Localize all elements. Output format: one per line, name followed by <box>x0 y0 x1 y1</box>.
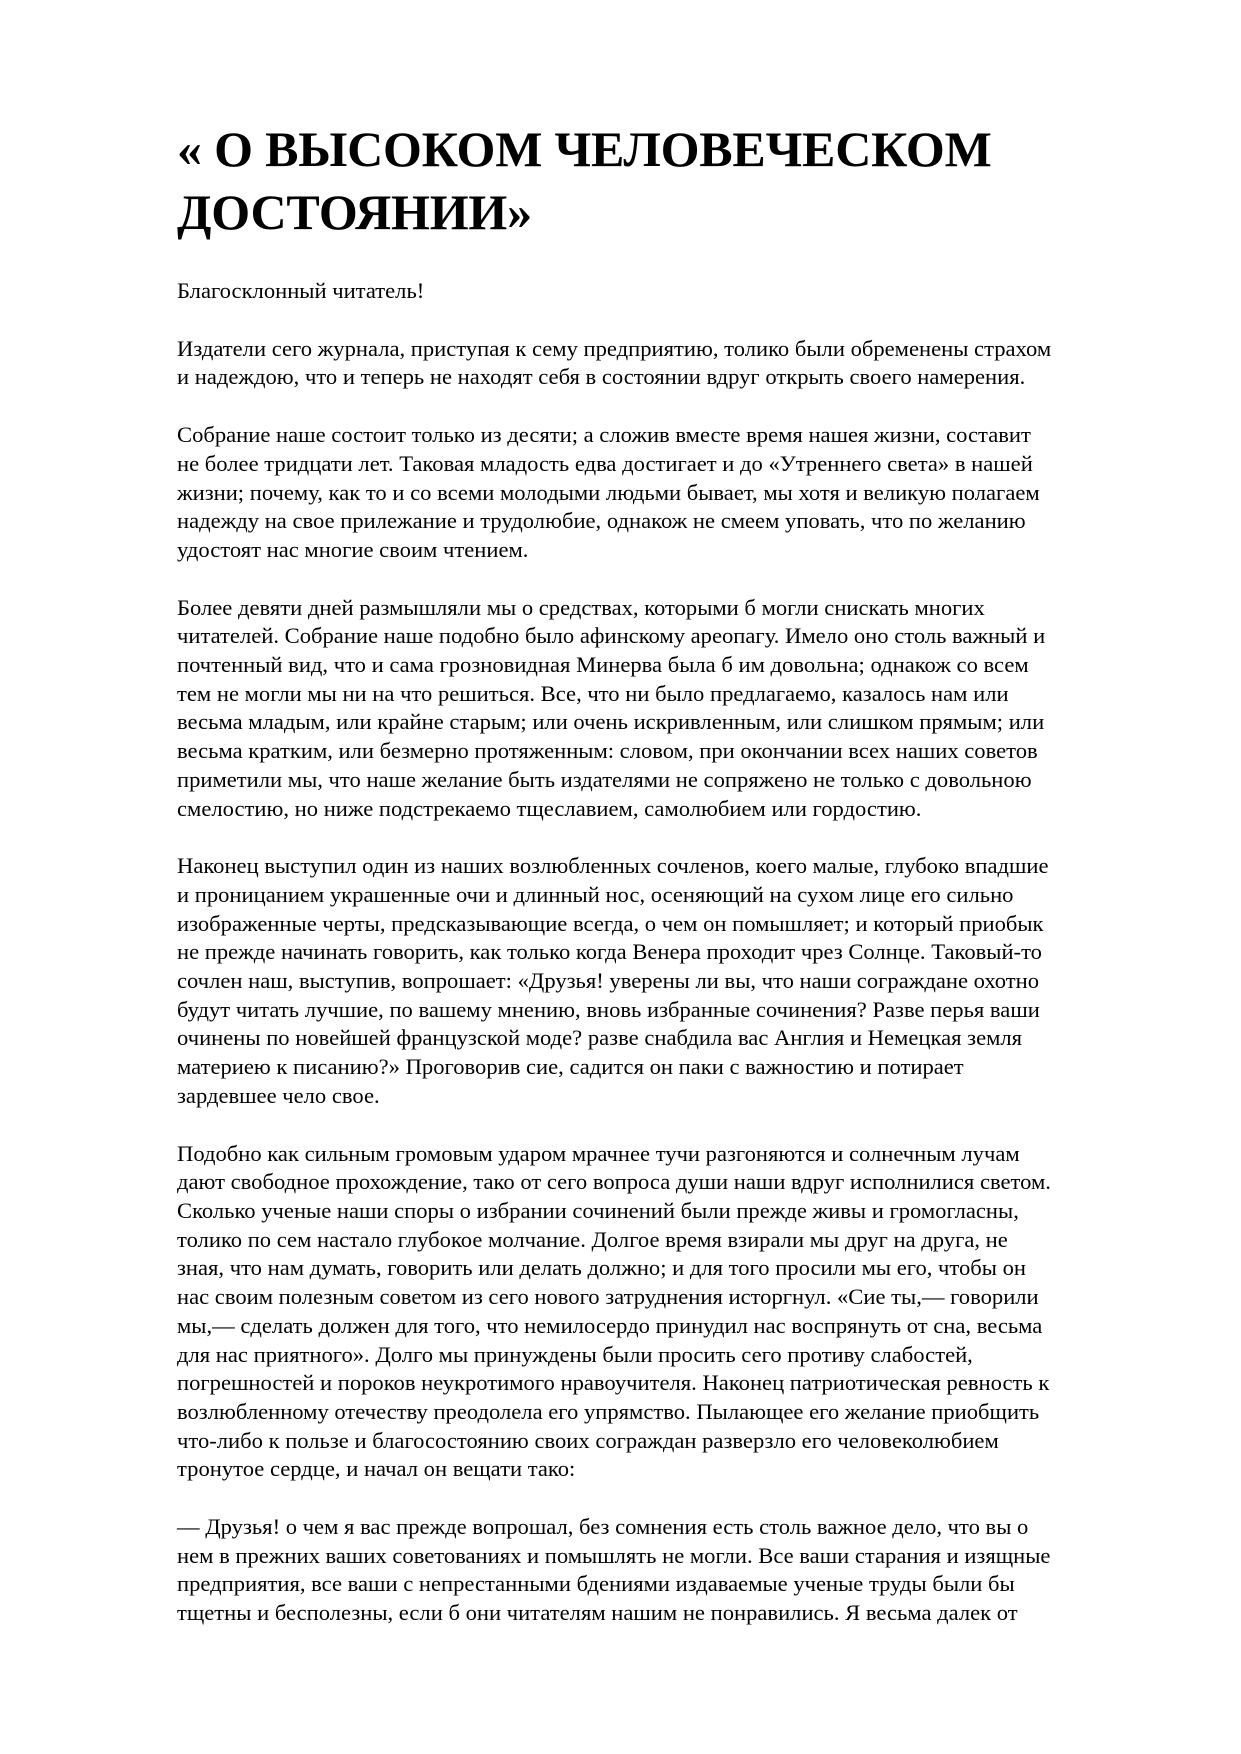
text-line: дают свободное прохождение, тако от сего вопроса души наши вдруг исполнилися светом. <box>177 1169 1051 1195</box>
text-line: Издатели сего журнала, приступая к сему предприятию, толико были обременены страхом <box>177 335 1052 361</box>
text-line: будут читать лучшие, по вашему мнению, вновь избранные сочинения? Разве перья ваши <box>177 996 1040 1022</box>
text-line: материею к писанию?» Проговорив сие, садится он паки с важностию и потирает <box>177 1054 964 1080</box>
text-line: читателей. Собрание наше подобно было афинскому ареопагу. Имело оно столь важный и <box>177 623 1046 649</box>
title-line: ДОСТОЯНИИ» <box>177 184 532 240</box>
text-line: для нас приятного». Долго мы принуждены были просить сего противу слабостей, <box>177 1341 973 1367</box>
text-line: Собрание наше состоит только из десяти; а сложив вместе время нашея жизни, составит <box>177 422 1031 448</box>
document-page <box>177 118 1152 1657</box>
page-title <box>177 118 1152 244</box>
text-line: Более девяти дней размышляли мы о средствах, которыми б могли снискать многих <box>177 594 985 620</box>
text-line: не прежде начинать говорить, как только когда Венера проходит чрез Солнце. Таковый-то <box>177 939 1042 965</box>
text-line: — Друзья! о чем я вас прежде вопрошал, без сомнения есть столь важное дело, что вы о <box>177 1514 1029 1540</box>
text-line: изображенные черты, предсказывающие всегда, о чем он помышляет; и который приобык <box>177 910 1044 936</box>
text-line: удостоят нас многие своим чтением. <box>177 536 529 562</box>
text-line: погрешностей и пороков неукротимого нравоучителя. Наконец патриотическая ревность к <box>177 1370 1050 1396</box>
text-line: Подобно как сильным громовым ударом мрачнее тучи разгоняются и солнечным лучам <box>177 1140 1020 1166</box>
text-line: смелостию, но ниже подстрекаемо тщеславием, самолюбием или гордостию. <box>177 795 922 821</box>
text-line: очинены по новейшей французской моде? разве снабдила вас Англия и Немецкая земля <box>177 1025 1023 1051</box>
text-line: и надеждою, что и теперь не находят себя в состоянии вдруг открыть своего намерения. <box>177 364 1026 390</box>
title-line: « О ВЫСОКОМ ЧЕЛОВЕЧЕСКОМ <box>177 121 992 177</box>
text-line: Сколько ученые наши споры о избрании сочинений были прежде живы и громогласны, <box>177 1197 1019 1223</box>
body-text <box>177 277 1152 1628</box>
text-line: нем в прежних ваших советованиях и помышлять не могли. Все ваши старания и изящные <box>177 1542 1051 1568</box>
text-line: тщетны и бесполезны, если б они читателям нашим не понравились. Я весьма далек от <box>177 1600 1018 1626</box>
text-line: весьма кратким, или безмерно протяженным: словом, при окончании всех наших советов <box>177 738 1038 764</box>
text-line: весьма младым, или крайне старым; или очень искривленным, или слишком прямым; или <box>177 709 1045 735</box>
text-line: мы,— сделать должен для того, что немилосердо принудил нас воспрянуть от сна, весьма <box>177 1312 1043 1338</box>
text-line: возлюбленному отечеству преодолела его упрямство. Пылающее его желание приобщить <box>177 1398 1040 1424</box>
text-line: приметили мы, что наше желание быть издателями не сопряжено не только с довольною <box>177 766 1032 792</box>
text-line: сочлен наш, выступив, вопрошает: «Друзья! уверены ли вы, что наши сограждане охотно <box>177 968 1040 994</box>
text-line: тронутое сердце, и начал он вещати тако: <box>177 1456 576 1482</box>
text-line: что-либо к пользе и благосостоянию своих сограждан разверзло его человеколюбием <box>177 1427 999 1453</box>
paragraph <box>177 852 1152 1110</box>
text-line: жизни; почему, как то и со всеми молодыми людьми бывает, мы хотя и великую полагаем <box>177 479 1040 505</box>
paragraph <box>177 277 1152 306</box>
text-line: не более тридцати лет. Таковая младость едва достигает и до «Утреннего света» в нашей <box>177 450 1033 476</box>
text-line: зардевшее чело свое. <box>177 1082 380 1108</box>
text-line: надежду на свое прилежание и трудолюбие, однакож не смеем уповать, что по желанию <box>177 508 1026 534</box>
text-line: предприятия, все ваши с непрестанными бдениями издаваемые ученые труды были бы <box>177 1571 1015 1597</box>
paragraph <box>177 335 1152 392</box>
paragraph <box>177 421 1152 565</box>
paragraph <box>177 1140 1152 1484</box>
paragraph <box>177 594 1152 824</box>
text-line: Благосклонный читатель! <box>177 278 425 303</box>
text-line: толико по сем настало глубокое молчание. Долгое время взирали мы друг на друга, не <box>177 1226 1008 1252</box>
text-line: и проницанием украшенные очи и длинный нос, осеняющий на сухом лице его сильно <box>177 881 1014 907</box>
text-line: тем не могли мы ни на что решиться. Все, что ни было предлагаемо, казалось нам или <box>177 680 1009 706</box>
text-line: нас своим полезным советом из сего нового затруднения исторгнул. «Сие ты,— говорили <box>177 1284 1039 1310</box>
text-line: зная, что нам думать, говорить или делать должно; и для того просили мы его, чтобы он <box>177 1255 1026 1281</box>
text-line: почтенный вид, что и сама грозновидная Минерва была б им довольна; однакож со всем <box>177 652 1029 678</box>
paragraph <box>177 1513 1152 1628</box>
text-line: Наконец выступил один из наших возлюбленных сочленов, коего малые, глубоко впадшие <box>177 853 1049 879</box>
